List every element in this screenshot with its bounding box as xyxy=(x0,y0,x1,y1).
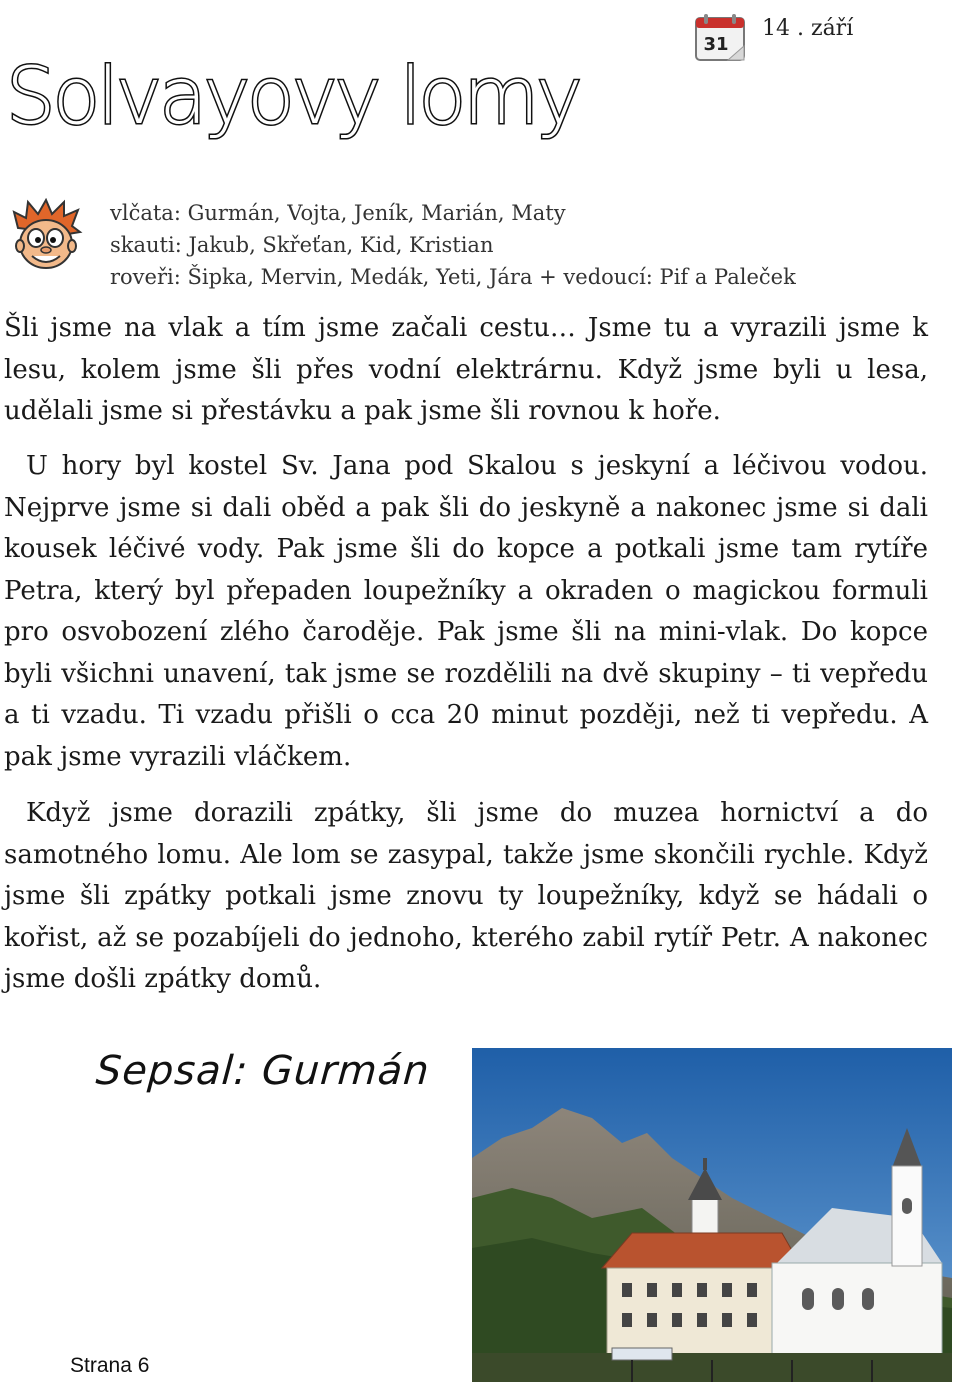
paragraph-3 xyxy=(4,793,928,1001)
signature: Sepsal: Gurmán xyxy=(94,1048,432,1094)
paragraph-2 xyxy=(4,446,928,778)
paragraph-1: Šli jsme na vlak a tím jsme začali cestu… Jsme tu a vyrazili jsme k lesu, kolem jsme šli přes vodní elektrárnu. Když jsme byli u lesa, udělali jsme si přestávku a pak jsme šli rovnou k hoře. xyxy=(4,313,928,426)
monastery-photo xyxy=(472,1048,952,1382)
paragraph-3-text: Když jsme dorazili zpátky, šli jsme do muzea hornictví a do samotného lomu. Ale lom se zasypal, takže jsme skončili rychle. Když jsme šli zpátky potkali jsme znovu ty loupežníky, když se hádali o kořist, až se pozabíjeli do jednoho, kterého zabil rytíř Petr. A nakonec jsme došli zpátky domů. xyxy=(4,798,928,994)
calendar-icon-number: 31 xyxy=(703,34,729,55)
participants-cubs: vlčata: Gurmán, Vojta, Jeník, Marián, Maty xyxy=(110,201,566,225)
participants-rovers: roveři: Šipka, Mervin, Medák, Yeti, Jára + vedoucí: Pif a Paleček xyxy=(110,265,796,289)
participants-scouts: skauti: Jakub, Skřeťan, Kid, Kristian xyxy=(110,233,494,257)
page-number: Strana 6 xyxy=(70,1354,150,1377)
calendar-icon xyxy=(692,12,748,64)
avatar xyxy=(10,198,84,274)
participants-list xyxy=(110,197,796,293)
paragraph-2-text: U hory byl kostel Sv. Jana pod Skalou s jeskyní a léčivou vodou. Nejprve jsme si dali oběd a pak šli do jeskyně a nakonec jsme si dali kousek léčivé vody. Pak jsme šli do kopce a potkali jsme tam rytíře Petra, který byl přepaden loupežníky a okraden o magickou formuli pro osvobození zlého čaroděje. Pak jsme šli na mini-vlak. Do kopce byli všichni unavení, tak jsme se rozdělili na dvě skupiny – ti vepředu a ti vzadu. Ti vzadu přišli o cca 20 minut později, než ti vepředu. A pak jsme vyrazili vláčkem. xyxy=(4,451,928,772)
page-title: Solvayovy lomy xyxy=(6,52,580,142)
event-date: 14 . září xyxy=(762,16,854,41)
